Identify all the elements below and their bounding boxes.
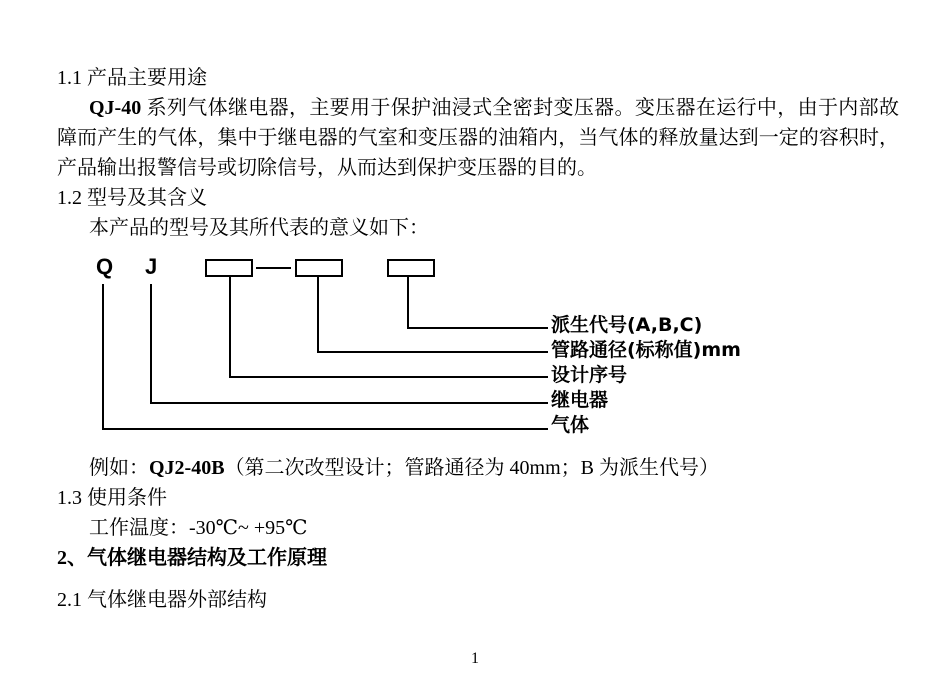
code-letter-j: J bbox=[145, 254, 158, 279]
example-note: （第二次改型设计；管路通径为 40mm；B 为派生代号） bbox=[224, 457, 720, 479]
diagram-label-relay: 继电器 bbox=[551, 389, 609, 411]
leader-line-diameter bbox=[318, 277, 548, 352]
diagram-label-design: 设计序号 bbox=[551, 364, 628, 386]
line-1-2-title: 1.2 型号及其含义 bbox=[57, 187, 207, 209]
diagram-label-gas: 气体 bbox=[551, 414, 590, 436]
example-prefix: 例如： bbox=[89, 457, 149, 479]
code-letter-q: Q bbox=[96, 254, 114, 279]
example-model: QJ2-40B bbox=[149, 457, 225, 479]
leader-line-gas bbox=[103, 284, 548, 429]
leader-line-derivative bbox=[408, 277, 548, 328]
purpose-text: 系列气体继电器，主要用于保护油浸式全密封变压器。变压器在运行中，由于内部故障而产生的气体，集中于继电器的气室和变压器的油箱内，当气体的释放量达到一定的容积时，产品输出报警信号或切除信号，从而达到保护变压器的目的。 bbox=[57, 97, 899, 179]
leader-line-relay bbox=[151, 284, 548, 403]
diagram-label-derivative: 派生代号(A,B,C) bbox=[551, 314, 703, 336]
model-name: QJ-40 bbox=[89, 97, 142, 119]
page-number: 1 bbox=[471, 650, 479, 667]
section-2-heading: 2、气体继电器结构及工作原理 bbox=[57, 547, 327, 569]
line-1-1-title: 1.1 产品主要用途 bbox=[57, 67, 207, 89]
operating-temperature: 工作温度：-30℃~ +95℃ bbox=[89, 517, 308, 539]
line-2-1-title: 2.1 气体继电器外部结构 bbox=[57, 589, 267, 611]
example-line bbox=[89, 455, 719, 481]
model-intro: 本产品的型号及其所代表的意义如下： bbox=[89, 217, 429, 239]
line-1-3-title: 1.3 使用条件 bbox=[57, 487, 167, 509]
diagram-label-diameter: 管路通径(标称值)mm bbox=[551, 339, 741, 361]
